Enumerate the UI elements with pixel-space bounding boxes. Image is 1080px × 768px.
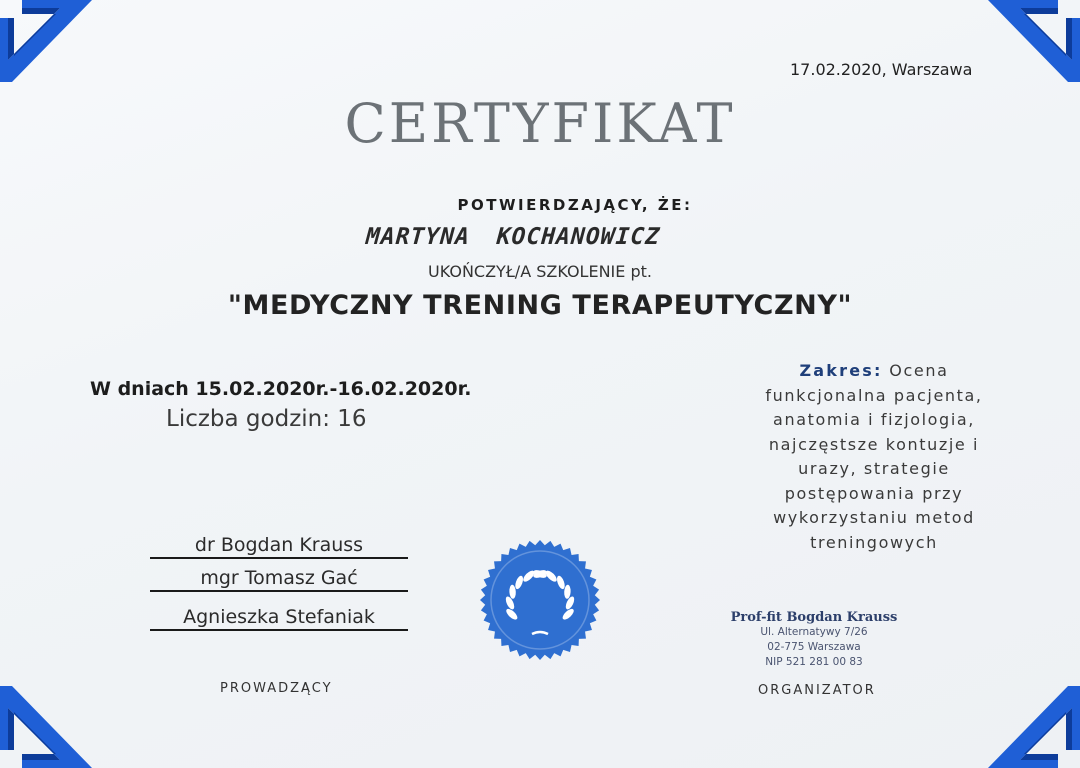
scope-label: Zakres: <box>799 361 883 380</box>
course-dates: W dniach 15.02.2020r.-16.02.2020r. <box>90 378 472 400</box>
signature-line: dr Bogdan Krauss <box>150 533 408 559</box>
organizer-stamp <box>716 610 912 670</box>
course-title: "MEDYCZNY TRENING TERAPEUTYCZNY" <box>227 290 853 321</box>
organizer-label: ORGANIZATOR <box>758 683 876 698</box>
course-scope <box>742 359 1006 555</box>
issue-date-place: 17.02.2020, Warszawa <box>790 60 973 79</box>
stamp-city: 02-775 Warszawa <box>767 641 861 653</box>
ribbon-corner-icon <box>970 658 1080 768</box>
signature-line: Agnieszka Stefaniak <box>150 605 408 631</box>
stamp-street: Ul. Alternatywy 7/26 <box>760 626 868 638</box>
signature-line: mgr Tomasz Gać <box>150 566 408 592</box>
certificate-title: CERTYFIKAT <box>344 92 736 155</box>
stamp-company: Prof-fit Bogdan Krauss <box>730 610 898 625</box>
completed-text: UKOŃCZYŁ/A SZKOLENIE pt. <box>428 262 652 281</box>
leaders-label: PROWADZĄCY <box>220 681 333 696</box>
course-hours: Liczba godzin: 16 <box>166 406 367 432</box>
recipient-name: MARTYNA KOCHANOWICZ <box>365 224 662 250</box>
ribbon-corner-icon <box>0 658 110 768</box>
confirm-text: POTWIERDZAJĄCY, ŻE: <box>457 196 693 214</box>
scope-text: Ocena funkcjonalna pacjenta, anatomia i fizjologia, najczęstsze kontuzje i urazy, strategie postępowania przy wykorzystaniu metod treningowych <box>765 361 983 552</box>
laurel-wreath-seal-icon <box>478 538 602 662</box>
stamp-nip: NIP 521 281 00 83 <box>765 656 863 668</box>
